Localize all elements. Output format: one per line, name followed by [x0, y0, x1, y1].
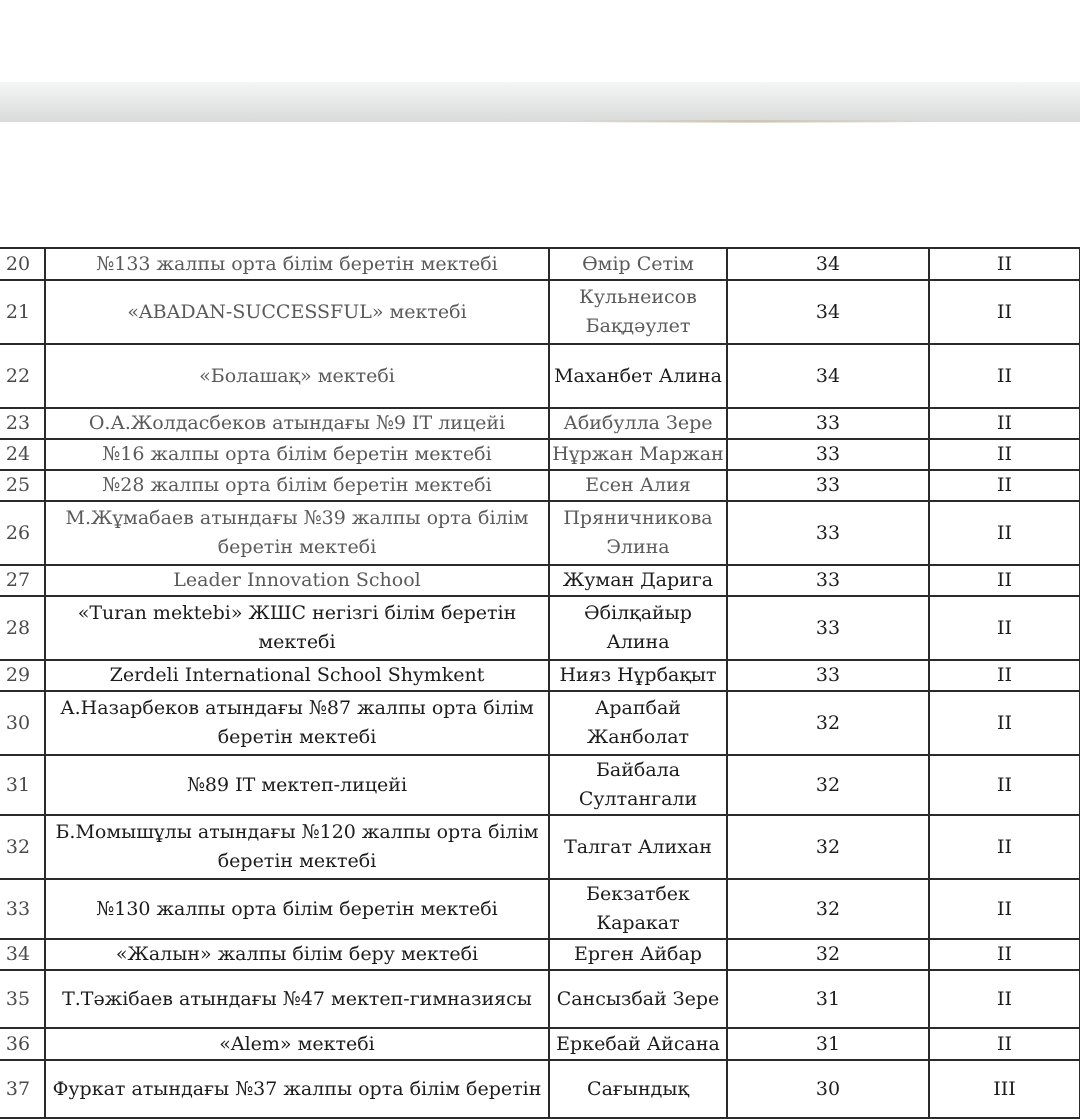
row-number: 21	[0, 280, 45, 344]
score: 34	[727, 344, 929, 408]
student-name: Сансызбай Зере	[549, 970, 727, 1028]
degree: II	[929, 1028, 1080, 1060]
score: 31	[727, 970, 929, 1028]
table-row	[0, 248, 1080, 280]
school-name: Leader Innovation School	[45, 565, 549, 596]
row-number: 20	[0, 248, 45, 280]
table-row	[0, 1028, 1080, 1060]
degree: II	[929, 691, 1080, 755]
student-name: Бекзатбек Каракат	[549, 879, 727, 939]
student-name: Нияз Нұрбақыт	[549, 660, 727, 691]
student-name: Талгат Алихан	[549, 815, 727, 879]
row-number: 25	[0, 470, 45, 501]
degree: II	[929, 755, 1080, 815]
score: 32	[727, 691, 929, 755]
school-name: «Turan mektebi» ЖШС негізгі білім беретін мектебі	[45, 596, 549, 660]
table-row	[0, 691, 1080, 755]
student-name: Әбілқайыр Алина	[549, 596, 727, 660]
score: 33	[727, 596, 929, 660]
degree: II	[929, 939, 1080, 970]
scan-artifact-line	[560, 120, 940, 123]
table-row	[0, 879, 1080, 939]
school-name: №133 жалпы орта білім беретін мектебі	[45, 248, 549, 280]
table-row	[0, 970, 1080, 1028]
school-name: Б.Момышұлы атындағы №120 жалпы орта білім беретін мектебі	[45, 815, 549, 879]
school-name: М.Жұмабаев атындағы №39 жалпы орта білім беретін мектебі	[45, 501, 549, 565]
school-name: О.А.Жолдасбеков атындағы №9 IT лицейі	[45, 408, 549, 439]
score: 32	[727, 815, 929, 879]
row-number: 29	[0, 660, 45, 691]
score: 32	[727, 939, 929, 970]
school-name: №130 жалпы орта білім беретін мектебі	[45, 879, 549, 939]
row-number: 33	[0, 879, 45, 939]
score: 33	[727, 660, 929, 691]
school-name: «Болашақ» мектебі	[45, 344, 549, 408]
row-number: 32	[0, 815, 45, 879]
degree: II	[929, 970, 1080, 1028]
school-name: №16 жалпы орта білім беретін мектебі	[45, 439, 549, 470]
row-number: 22	[0, 344, 45, 408]
student-name: Маханбет Алина	[549, 344, 727, 408]
row-number: 37	[0, 1060, 45, 1118]
table-row	[0, 501, 1080, 565]
score: 33	[727, 439, 929, 470]
degree: II	[929, 565, 1080, 596]
student-name: Еркебай Айсана	[549, 1028, 727, 1060]
school-name: А.Назарбеков атындағы №87 жалпы орта білім беретін мектебі	[45, 691, 549, 755]
table-row	[0, 596, 1080, 660]
student-name: Сағындық	[549, 1060, 727, 1118]
student-name: Есен Алия	[549, 470, 727, 501]
results-table	[0, 247, 1080, 1119]
table-row	[0, 815, 1080, 879]
row-number: 26	[0, 501, 45, 565]
degree: II	[929, 660, 1080, 691]
table-row	[0, 755, 1080, 815]
score: 32	[727, 879, 929, 939]
degree: III	[929, 1060, 1080, 1118]
score: 34	[727, 280, 929, 344]
row-number: 28	[0, 596, 45, 660]
student-name: Байбала Султангали	[549, 755, 727, 815]
row-number: 34	[0, 939, 45, 970]
score: 30	[727, 1060, 929, 1118]
degree: II	[929, 280, 1080, 344]
table-row	[0, 470, 1080, 501]
score: 32	[727, 755, 929, 815]
table-row	[0, 408, 1080, 439]
student-name: Кульнеисов Бақдәулет	[549, 280, 727, 344]
score: 34	[727, 248, 929, 280]
table-row	[0, 565, 1080, 596]
degree: II	[929, 248, 1080, 280]
table-row	[0, 280, 1080, 344]
row-number: 24	[0, 439, 45, 470]
table-row	[0, 939, 1080, 970]
student-name: Өмір Сетім	[549, 248, 727, 280]
school-name: №89 IT мектеп-лицейі	[45, 755, 549, 815]
table-row	[0, 660, 1080, 691]
degree: II	[929, 344, 1080, 408]
score: 33	[727, 565, 929, 596]
school-name: «Alem» мектебі	[45, 1028, 549, 1060]
student-name: Арапбай Жанболат	[549, 691, 727, 755]
score: 33	[727, 470, 929, 501]
row-number: 35	[0, 970, 45, 1028]
row-number: 27	[0, 565, 45, 596]
degree: II	[929, 408, 1080, 439]
score: 33	[727, 408, 929, 439]
school-name: Zerdeli International School Shymkent	[45, 660, 549, 691]
student-name: Пряничникова Элина	[549, 501, 727, 565]
degree: II	[929, 439, 1080, 470]
row-number: 30	[0, 691, 45, 755]
school-name: «Жалын» жалпы білім беру мектебі	[45, 939, 549, 970]
row-number: 31	[0, 755, 45, 815]
student-name: Ерген Айбар	[549, 939, 727, 970]
row-number: 23	[0, 408, 45, 439]
degree: II	[929, 879, 1080, 939]
degree: II	[929, 815, 1080, 879]
score: 31	[727, 1028, 929, 1060]
school-name: Фуркат атындағы №37 жалпы орта білім беретін	[45, 1060, 549, 1118]
school-name: «ABADAN-SUCCESSFUL» мектебі	[45, 280, 549, 344]
student-name: Нұржан Маржан	[549, 439, 727, 470]
degree: II	[929, 596, 1080, 660]
score: 33	[727, 501, 929, 565]
row-number: 36	[0, 1028, 45, 1060]
table-row	[0, 344, 1080, 408]
degree: II	[929, 501, 1080, 565]
table-row	[0, 1060, 1080, 1118]
degree: II	[929, 470, 1080, 501]
student-name: Абибулла Зере	[549, 408, 727, 439]
page-top-band	[0, 82, 1080, 122]
school-name: Т.Тәжібаев атындағы №47 мектеп-гимназиясы	[45, 970, 549, 1028]
table-row	[0, 439, 1080, 470]
school-name: №28 жалпы орта білім беретін мектебі	[45, 470, 549, 501]
student-name: Жуман Дарига	[549, 565, 727, 596]
